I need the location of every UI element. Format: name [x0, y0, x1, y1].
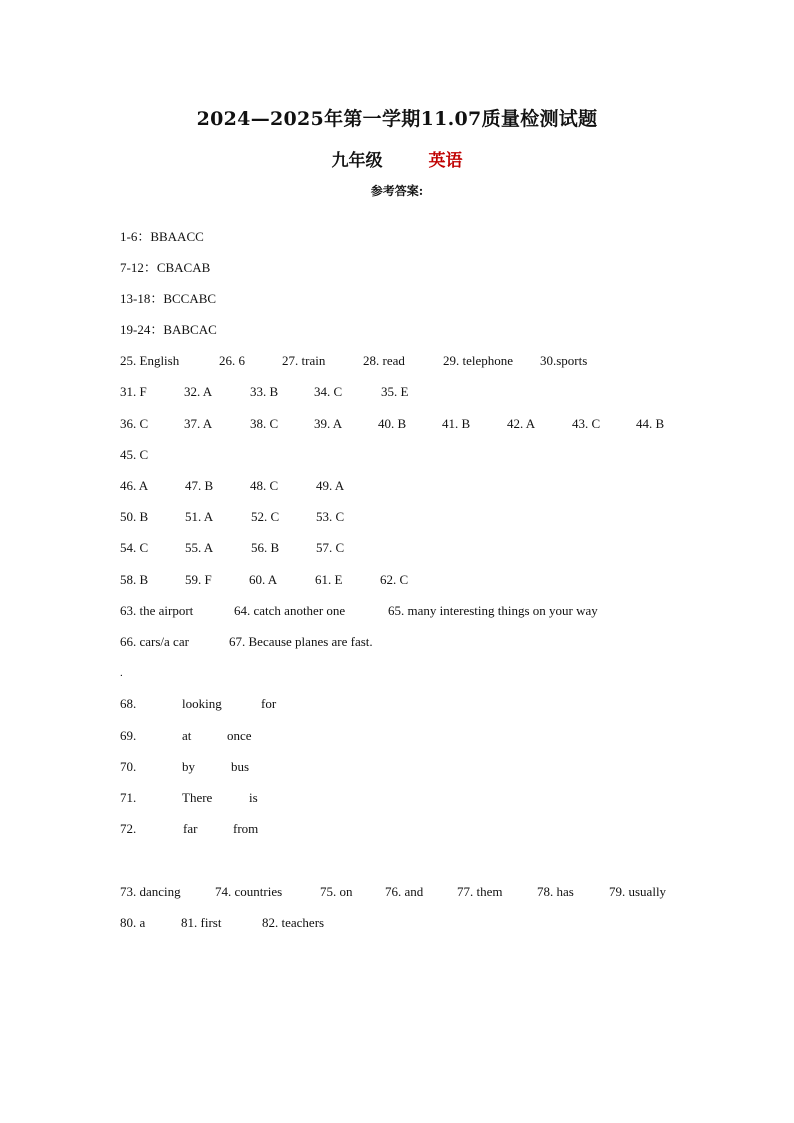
answer-item: 53. C [316, 509, 345, 524]
grade-label: 九年级 [331, 151, 383, 171]
answer-word: There [182, 790, 213, 805]
answer-number: 69. [120, 728, 137, 743]
answer-item: 35. E [381, 384, 409, 399]
answer-number: 72. [120, 821, 137, 836]
answer-item: 77. them [457, 884, 503, 899]
answer-line-13-18: 13-18：BCCABC [120, 291, 217, 306]
answer-item: 79. usually [609, 884, 667, 899]
answer-item: 25. English [120, 353, 180, 368]
answer-item: 78. has [537, 884, 574, 899]
grade-subject-line [0, 146, 794, 171]
answer-item: 34. C [314, 384, 343, 399]
answer-word: for [261, 696, 277, 711]
stray-dot: . [120, 667, 123, 679]
answer-item: 81. first [181, 915, 222, 930]
answer-item: 61. E [315, 572, 343, 587]
answer-word: bus [231, 759, 250, 774]
answer-item: 45. C [120, 447, 149, 462]
answer-line-1-6: 1-6：BBAACC [120, 229, 204, 244]
answer-item: 65. many interesting things on your way [388, 603, 598, 618]
answer-item: 76. and [385, 884, 424, 899]
answer-item: 74. countries [215, 884, 283, 899]
answer-item: 57. C [316, 540, 345, 555]
answer-word: is [249, 790, 258, 805]
subject-label: 英语 [428, 151, 463, 171]
answer-item: 46. A [120, 478, 149, 493]
page-title: 2024—2025年第一学期11.07质量检测试题 [196, 108, 598, 130]
answer-item: 50. B [120, 509, 149, 524]
answer-item: 48. C [250, 478, 279, 493]
answer-item: 40. B [378, 416, 407, 431]
answer-item: 59. F [185, 572, 212, 587]
answer-item: 43. C [572, 416, 601, 431]
answer-item: 30.sports [540, 353, 588, 368]
answer-item: 80. a [120, 915, 146, 930]
answer-item: 51. A [185, 509, 214, 524]
answer-item: 82. teachers [262, 915, 325, 930]
answer-item: 49. A [316, 478, 345, 493]
answer-item: 37. A [184, 416, 213, 431]
answer-word: from [233, 821, 259, 836]
answer-item: 41. B [442, 416, 471, 431]
answer-item: 55. A [185, 540, 214, 555]
answer-item: 28. read [363, 353, 405, 368]
answer-item: 36. C [120, 416, 149, 431]
answer-number: 71. [120, 790, 137, 805]
answer-word: at [182, 728, 192, 743]
answer-item: 62. C [380, 572, 409, 587]
reference-answers-label: 参考答案: [370, 184, 424, 198]
answer-word: looking [182, 696, 222, 711]
answer-item: 56. B [251, 540, 280, 555]
answer-item: 42. A [507, 416, 536, 431]
answer-line-7-12: 7-12：CBACAB [120, 260, 211, 275]
answer-item: 29. telephone [443, 353, 514, 368]
answer-item: 73. dancing [120, 884, 181, 899]
answer-item: 63. the airport [120, 603, 194, 618]
answer-item: 58. B [120, 572, 149, 587]
answer-item: 32. A [184, 384, 213, 399]
answer-item: 38. C [250, 416, 279, 431]
answer-item: 39. A [314, 416, 343, 431]
answer-word: far [183, 821, 198, 836]
answer-item: 44. B [636, 416, 665, 431]
answer-item: 47. B [185, 478, 214, 493]
answer-item: 52. C [251, 509, 280, 524]
answer-item: 31. F [120, 384, 147, 399]
answer-item: 66. cars/a car [120, 634, 189, 649]
answer-item: 67. Because planes are fast. [229, 634, 373, 649]
answer-item: 54. C [120, 540, 149, 555]
answer-number: 70. [120, 759, 137, 774]
answer-item: 64. catch another one [234, 603, 346, 618]
answer-item: 60. A [249, 572, 278, 587]
answer-item: 33. B [250, 384, 279, 399]
answer-number: 68. [120, 696, 137, 711]
answer-item: 26. 6 [219, 353, 245, 368]
answer-line-19-24: 19-24：BABCAC [120, 322, 217, 337]
answer-word: once [227, 728, 252, 743]
answer-item: 75. on [320, 884, 353, 899]
answer-word: by [182, 759, 195, 774]
answer-item: 27. train [282, 353, 326, 368]
